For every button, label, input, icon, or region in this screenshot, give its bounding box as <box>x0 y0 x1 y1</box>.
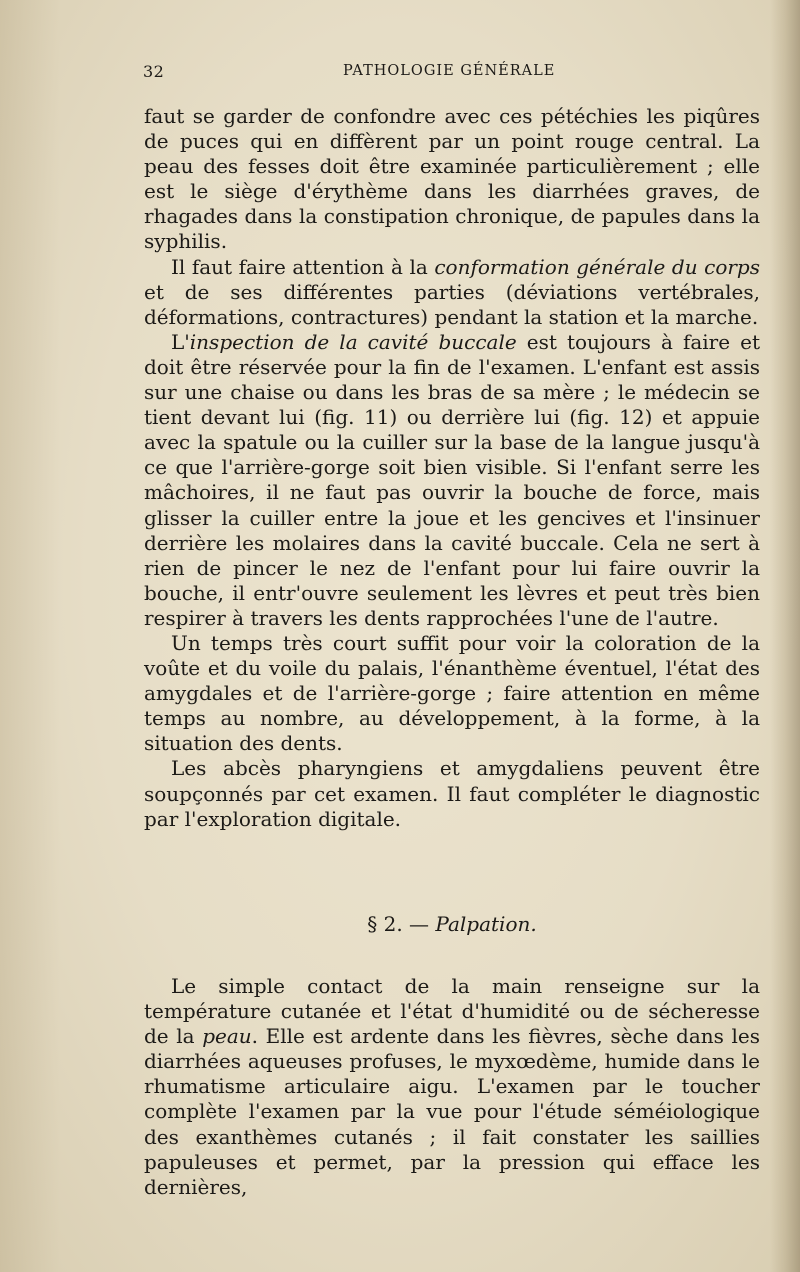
paragraph-palate <box>144 631 760 756</box>
paragraph-inspection <box>144 330 760 631</box>
paragraph-text: Les abcès pharyngiens et amygdaliens peuvent être soupçonnés par cet examen. Il faut compléter le diagnostic par l'exploration digitale. <box>144 756 760 831</box>
paragraph-text: Il faut faire attention à la <box>171 254 435 279</box>
paragraph-text: . Elle est ardente dans les fièvres, sèche dans les diarrhées aqueuses profuses, le myxœdème, humide dans le rhumatisme articulaire aigu. L'examen par le toucher complète l'examen par la vue pour l'étude séméiologique des exanthèmes cutanés ; il fait constater les saillies papuleuses et permet, par la pression qui efface les dernières, <box>144 1024 760 1199</box>
body-text <box>144 104 760 832</box>
paragraph-abscess <box>144 756 760 831</box>
italic-term: inspection de la cavité buccale <box>189 329 517 354</box>
paragraph-text: Le simple contact de la main renseigne sur la température cutanée et l'état d'humidité ou de sécheresse de la <box>144 974 760 1049</box>
body-text-section-2 <box>144 974 760 1200</box>
section-title: Palpation. <box>435 912 537 936</box>
section-number: § 2. — <box>367 912 430 936</box>
paragraph-continuation <box>144 104 760 255</box>
italic-term: peau <box>202 1024 252 1049</box>
running-title: PATHOLOGIE GÉNÉRALE <box>343 63 556 79</box>
page-shadow-left <box>0 0 60 1272</box>
page-number: 32 <box>143 62 165 81</box>
paragraph-text: Un temps très court suffit pour voir la coloration de la voûte et du voile du palais, l'énanthème éventuel, l'état des amygdales et de l'arrière-gorge ; faire attention en même temps au nombre, au développement, à la forme, à la situation des dents. <box>144 630 760 756</box>
paragraph-text: et de ses différentes parties (déviations vertébrales, déformations, contractures) pendant la station et la marche. <box>144 279 760 329</box>
page-gutter-shadow <box>770 0 800 1272</box>
page-header <box>143 62 759 86</box>
paragraph-conformation <box>144 255 760 330</box>
paragraph-text: est toujours à faire et doit être réservée pour la fin de l'examen. L'enfant est assis sur une chaise ou dans les bras de sa mère ; le médecin se tient devant lui (fig. 11) ou derrière lui (fig. 12) et appuie avec la spatule ou la cuiller sur la base de la langue jusqu'à ce que l'arrière-gorge soit bien visible. Si l'enfant serre les mâchoires, il ne faut pas ouvrir la bouche de force, mais glisser la cuiller entre la joue et les gencives et l'insinuer derrière les molaires dans la cavité buccale. Cela ne sert à rien de pincer le nez de l'enfant pour lui faire ouvrir la bouche, il entr'ouvre seulement les lèvres et peut très bien respirer à travers les dents rapprochées l'une de l'autre. <box>144 329 761 630</box>
paragraph-text: L' <box>171 329 190 354</box>
paragraph-text: faut se garder de confondre avec ces pétéchies les piqûres de puces qui en diffèrent par un point rouge central. La peau des fesses doit être examinée particulièrement ; elle est le siège d'érythème dans les diarrhées graves, de rhagades dans la constipation chronique, de papules dans la syphilis. <box>144 104 760 254</box>
paragraph-palpation <box>144 974 760 1200</box>
italic-term: conformation générale du corps <box>434 254 760 279</box>
section-heading <box>144 912 760 937</box>
